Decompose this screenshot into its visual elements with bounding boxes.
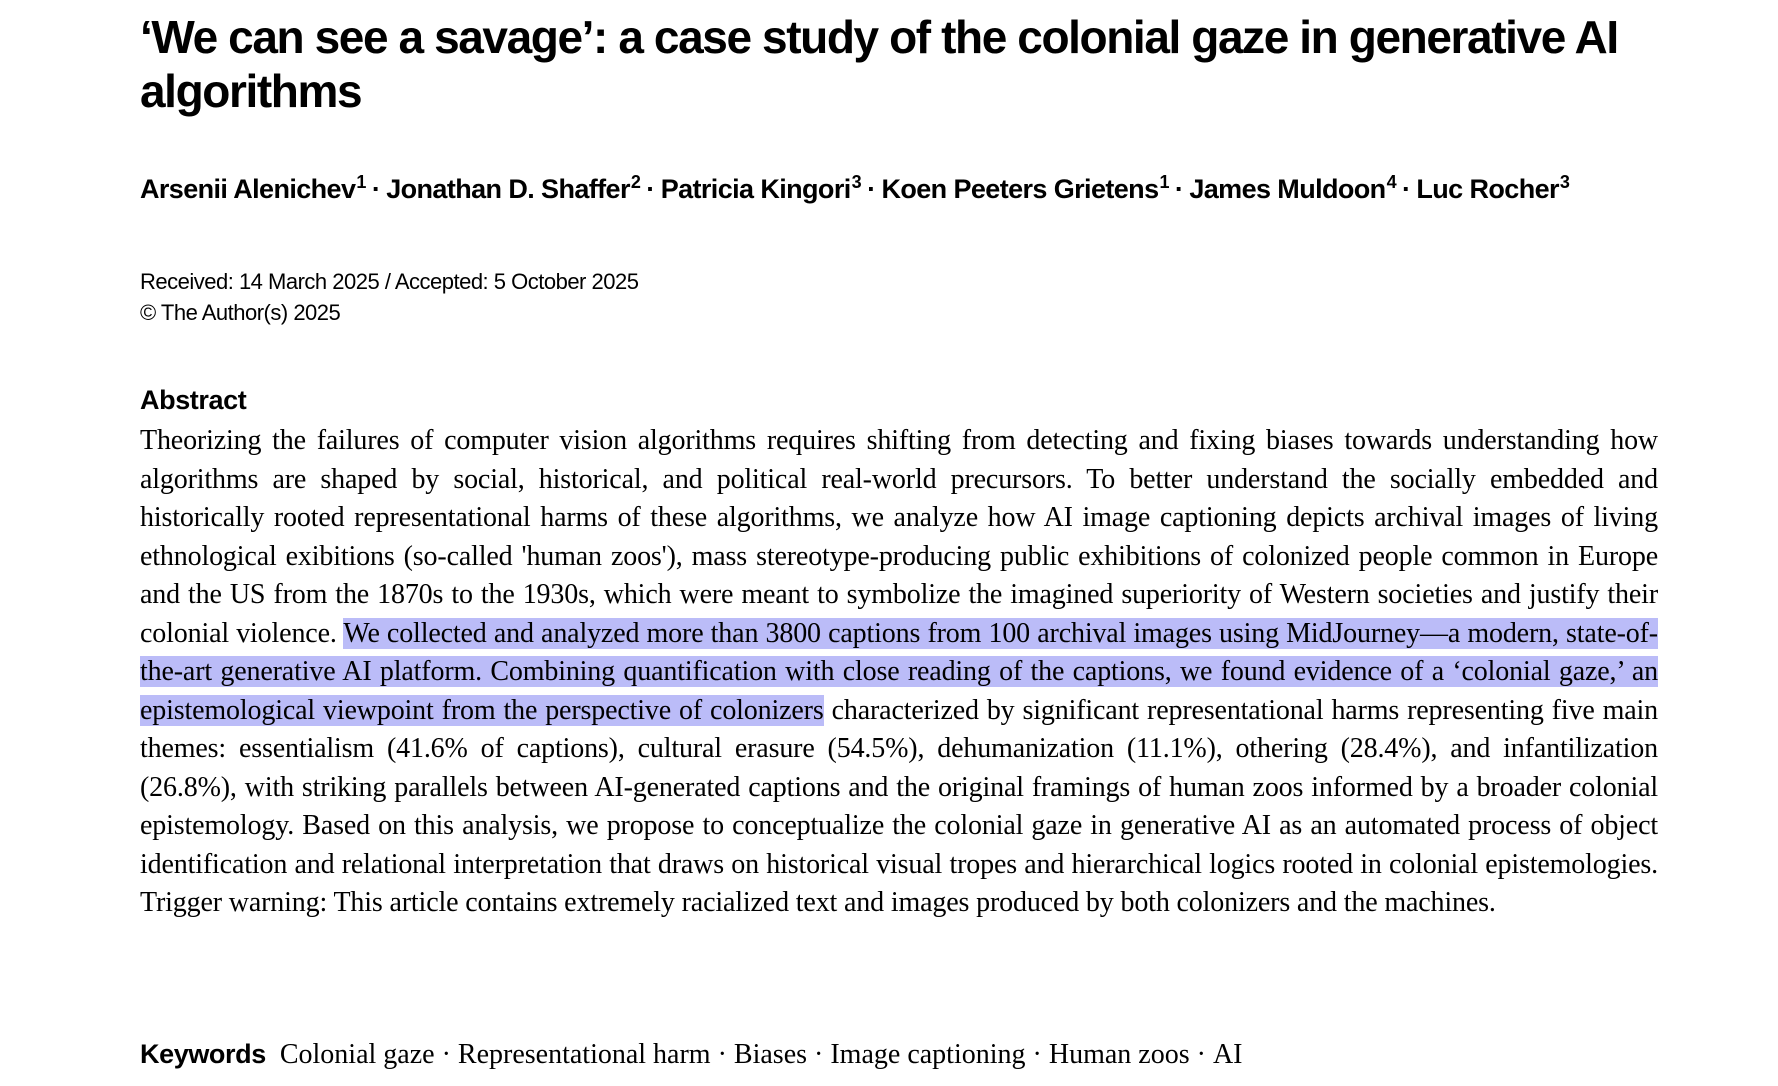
received-accepted-dates: Received: 14 March 2025 / Accepted: 5 October 2025 bbox=[140, 269, 639, 294]
keyword-item: Representational harm bbox=[457, 1039, 711, 1070]
keywords-label: Keywords bbox=[140, 1039, 266, 1069]
author-separator: · bbox=[1174, 174, 1184, 204]
author-affiliation: 3 bbox=[851, 172, 862, 192]
paper-title: ‘We can see a savage’: a case study of the colonial gaze in generative AI algorithms bbox=[140, 11, 1618, 117]
keyword-separator: · bbox=[441, 1039, 451, 1070]
keyword-item: AI bbox=[1212, 1039, 1243, 1070]
keywords-section bbox=[140, 1036, 1242, 1073]
keyword-item: Image captioning bbox=[830, 1039, 1026, 1070]
author-affiliation: 4 bbox=[1386, 172, 1396, 192]
author-1[interactable] bbox=[140, 174, 366, 204]
abstract-text-start: Theorizing the failures of computer vision algorithms requires shifting from detecting and fixing biases towards understanding how algorithms are shaped by social, historical, and political real-world precursors. To better understand the socially embedded and historically rooted representational harms of these algorithms, we analyze how AI image captioning depicts archival images of living ethnological exibitions (so-called 'human zoos'), mass stereotype-producing public exhibitions of colonized people common in Europe and the US from the 1870s to the 1930s, which were meant to symbolize the imagined superiority of Western societies and justify their colonial violence. bbox=[140, 425, 1658, 649]
abstract-text[interactable] bbox=[140, 422, 1658, 923]
abstract-heading: Abstract bbox=[140, 385, 247, 415]
keyword-item: Biases bbox=[733, 1039, 808, 1070]
author-separator: · bbox=[1401, 174, 1411, 204]
highlighted-selection[interactable]: We collected and analyzed more than 3800 captions from 100 archival images using MidJourney—a modern, state-of-the-art generative AI platform. Combining quantification with close reading of the captions, we found evidence of a ‘colonial gaze,’ an epistemological viewpoint from the perspective of colonizers bbox=[140, 617, 1658, 726]
author-list bbox=[140, 172, 1700, 206]
copyright-notice: © The Author(s) 2025 bbox=[140, 300, 341, 325]
author-name: Patricia Kingori bbox=[660, 174, 851, 204]
author-affiliation: 1 bbox=[356, 172, 366, 192]
author-separator: · bbox=[371, 174, 381, 204]
author-5[interactable] bbox=[1189, 174, 1396, 204]
keyword-separator: · bbox=[1032, 1039, 1042, 1070]
abstract-text-end: characterized by significant representational harms representing five main themes: essentialism (41.6% of captions), cultural erasure (54.5%), dehumanization (11.1%), othering (28.4%), and infantilization (26.8%), with striking parallels between AI-generated captions and the original framings of human zoos informed by a broader colonial epistemology. Based on this analysis, we propose to conceptualize the colonial gaze in generative AI as an automated process of object identification and relational interpretation that draws on historical visual tropes and hierarchical logics rooted in colonial epistemologies. Trigger warning: This article contains extremely racialized text and images produced by both colonizers and the machines. bbox=[140, 694, 1658, 918]
keyword-item: Human zoos bbox=[1048, 1039, 1190, 1070]
author-name: James Muldoon bbox=[1189, 174, 1386, 204]
author-name: Koen Peeters Grietens bbox=[881, 174, 1159, 204]
author-name: Jonathan D. Shaffer bbox=[386, 174, 630, 204]
author-name: Arsenii Alenichev bbox=[140, 174, 356, 204]
keyword-separator: · bbox=[1196, 1039, 1206, 1070]
author-3[interactable] bbox=[661, 174, 861, 204]
author-separator: · bbox=[646, 174, 655, 204]
author-4[interactable] bbox=[881, 174, 1168, 204]
author-affiliation: 3 bbox=[1559, 172, 1570, 192]
author-affiliation: 1 bbox=[1159, 172, 1169, 192]
author-2[interactable] bbox=[386, 174, 640, 204]
author-separator: · bbox=[867, 174, 876, 204]
keyword-separator: · bbox=[814, 1039, 824, 1070]
keyword-separator: · bbox=[717, 1039, 727, 1070]
article-metadata bbox=[140, 266, 638, 328]
author-affiliation: 2 bbox=[630, 172, 641, 192]
keyword-item: Colonial gaze bbox=[279, 1039, 435, 1070]
author-6[interactable] bbox=[1416, 174, 1569, 204]
author-name: Luc Rocher bbox=[1416, 174, 1559, 204]
